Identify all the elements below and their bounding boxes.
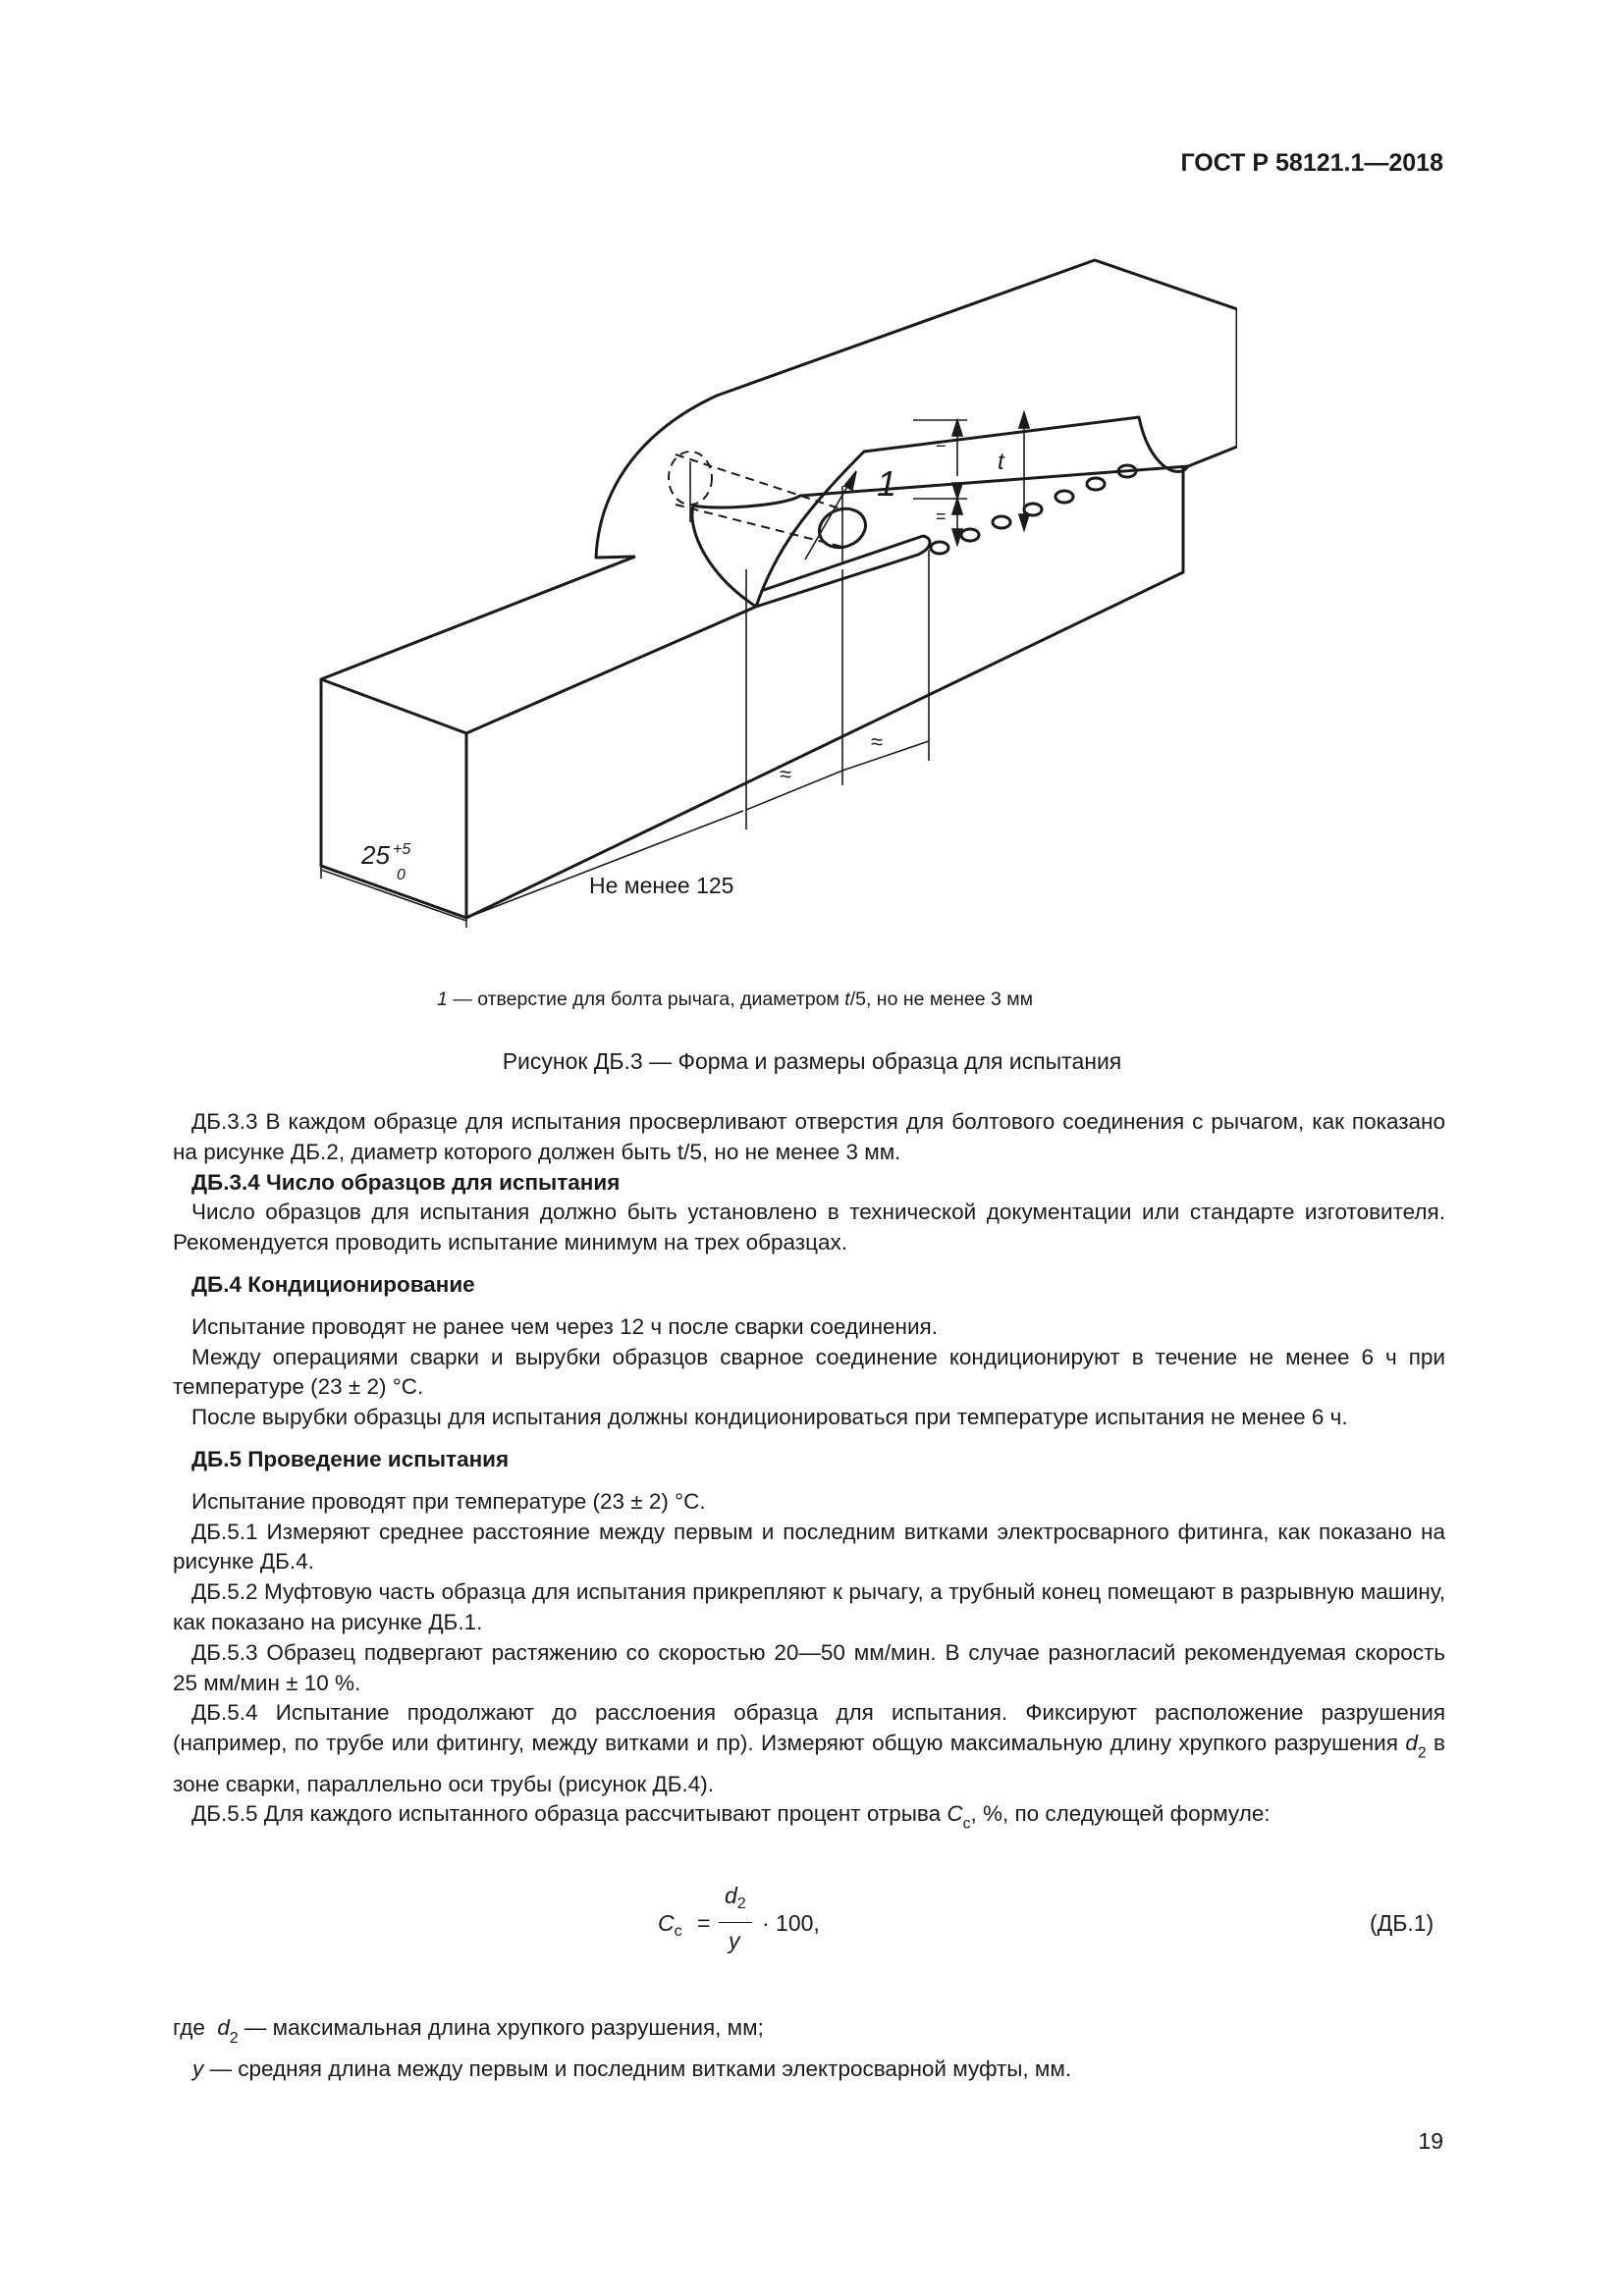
- bar-top-left-edge: [321, 557, 635, 679]
- formula-number: (ДБ.1): [1370, 1910, 1435, 1936]
- where-block: [173, 2012, 1445, 2084]
- var-sub: c: [962, 1816, 971, 1834]
- section-heading: ДБ.3.4 Число образцов для испытания: [191, 1169, 621, 1195]
- paragraph: ДБ.3.3 В каждом образце для испытания просверливают отверстия для болтового соединения с рычагом, как показано на рисунке ДБ.2, диаметр которого должен быть t/5, но не менее 3 мм.: [173, 1109, 1445, 1164]
- paragraph: [173, 1799, 1445, 1840]
- where-y-text: — средняя длина между первым и последним витками электросварной муфты, мм.: [209, 2056, 1072, 2081]
- formula-eq: =: [697, 1910, 711, 1936]
- figure-legend: [437, 988, 1033, 1011]
- length-label: Не менее 125: [589, 873, 734, 898]
- bar-bottom-right-edge: [466, 466, 1183, 918]
- formula-num-var: d: [725, 1883, 737, 1908]
- wire-turn: [1087, 478, 1105, 490]
- where-d-var: d: [217, 2015, 230, 2040]
- paragraph: После вырубки образцы для испытания должны кондиционироваться при температуре испытания не менее 6 ч.: [191, 1405, 1348, 1430]
- legend-text-after: /5, но не менее 3 мм: [849, 988, 1034, 1010]
- paragraph: Между операциями сварки и вырубки образцов сварное соединение кондиционируют в течение не менее 6 ч при температуре (23 ± 2) °C.: [173, 1344, 1445, 1400]
- paragraph: [173, 1698, 1445, 1799]
- width-tol-upper: +5: [393, 841, 411, 858]
- paragraph: ДБ.5.1 Измеряют среднее расстояние между первым и последним витками электросварного фитинга, как показано на рисунке ДБ.4.: [173, 1519, 1445, 1575]
- where-item-d: [173, 2012, 1445, 2054]
- formula-den-var: y: [729, 1928, 740, 1953]
- formula: [658, 1883, 903, 1977]
- paragraph-text: ДБ.5.4 Испытание продолжают до расслоения образца для испытания. Фиксируют расположение разрушения (например, по трубе или фитингу, между витками и пр). Измеряют общую максимальную длину хрупкого разрушения: [173, 1700, 1445, 1756]
- legend-var: t: [844, 988, 850, 1010]
- specimen-outline: [321, 260, 1237, 918]
- dimension-lines: [321, 412, 1029, 928]
- figure-caption: Рисунок ДБ.3 — Форма и размеры образца для испытания: [502, 1048, 1122, 1074]
- page-number: 19: [1418, 2128, 1443, 2154]
- bolt-holes: [814, 465, 1136, 554]
- where-lead: где: [173, 2015, 205, 2040]
- equal-mark-lower: =: [936, 507, 947, 526]
- coupling-inner-edge: [756, 417, 1188, 607]
- dim-line-width: [321, 870, 466, 921]
- where-item-y: [173, 2054, 1445, 2084]
- var-c: C: [947, 1801, 963, 1827]
- approx-mark-2: ≈: [871, 729, 884, 754]
- paragraph: Число образцов для испытания должно быть установлено в технической документации или стандарте изготовителя. Рекомендуется проводить испытание минимум на трех образцах.: [173, 1200, 1445, 1255]
- formula-lhs-sub: c: [674, 1921, 682, 1940]
- wire-turn: [931, 542, 948, 554]
- section-heading: ДБ.5 Проведение испытания: [191, 1446, 510, 1471]
- hidden-line: [676, 454, 842, 509]
- approx-mark-1: ≈: [780, 762, 792, 786]
- fraction-bar: [719, 1922, 752, 1923]
- callout-1: 1: [877, 463, 897, 504]
- width-tol-lower: 0: [397, 867, 406, 883]
- paragraph-text: в зоне сварки, параллельно оси трубы (рисунок ДБ.4).: [173, 1731, 1445, 1796]
- arrowhead: [952, 499, 962, 514]
- where-d-text: — максимальная длина хрупкого разрушения, мм;: [244, 2015, 764, 2040]
- legend-num: 1: [437, 988, 448, 1010]
- var-d: d: [1405, 1731, 1418, 1756]
- bar-front-face: [321, 679, 466, 918]
- formula-tail: · 100,: [762, 1910, 820, 1936]
- standard-header: ГОСТ Р 58121.1—2018: [1180, 149, 1443, 177]
- paragraph: ДБ.5.2 Муфтовую часть образца для испытания прикрепляют к рычагу, а трубный конец помещают в разрывную машину, как показано на рисунке ДБ.1.: [173, 1579, 1445, 1634]
- formula-num-sub: 2: [736, 1894, 746, 1912]
- bar-top-front-edge: [466, 607, 756, 733]
- paragraph-text: ДБ.5.5 Для каждого испытанного образца рассчитывают процент отрыва: [191, 1801, 947, 1827]
- dim-line-length: [466, 811, 743, 918]
- where-d-sub: 2: [229, 2029, 239, 2047]
- dim-t-label: t: [998, 449, 1004, 475]
- where-y-var: y: [192, 2056, 204, 2081]
- specimen-figure: [295, 245, 1237, 933]
- arrowhead: [844, 471, 856, 490]
- dim-line-approx-2: [842, 741, 929, 771]
- var-sub: 2: [1417, 1744, 1427, 1762]
- hidden-line: [676, 505, 842, 547]
- paragraph: Испытание проводят не ранее чем через 12 ч после сварки соединения.: [191, 1313, 938, 1339]
- arrowhead: [1019, 412, 1029, 428]
- formula-lhs-var: C: [658, 1910, 675, 1936]
- formula-denominator: [729, 1928, 740, 1954]
- paragraph-text: , %, по следующей формуле:: [970, 1801, 1271, 1827]
- bar-step: [692, 466, 1188, 607]
- wire-turn: [961, 529, 979, 541]
- arrowhead: [952, 420, 962, 436]
- paragraph: ДБ.5.3 Образец подвергают растяжению со скоростью 20—50 мм/мин. В случае разногласий рекомендуемая скорость 25 мм/мин ± 10 %.: [173, 1639, 1445, 1695]
- legend-text-before: — отверстие для болта рычага, диаметром: [447, 988, 845, 1010]
- equal-mark-upper: =: [936, 434, 947, 454]
- formula-lhs: [658, 1910, 682, 1941]
- paragraph: Испытание проводят при температуре (23 ± 2) °C.: [191, 1488, 706, 1514]
- wire-turn: [1056, 491, 1073, 503]
- section-heading: ДБ.4 Кондиционирование: [191, 1271, 475, 1297]
- wire-turn: [993, 516, 1010, 528]
- width-value: 25: [361, 840, 390, 870]
- formula-numerator: [725, 1883, 746, 1913]
- body-text: [173, 1107, 1445, 1841]
- arrowhead: [1019, 514, 1029, 530]
